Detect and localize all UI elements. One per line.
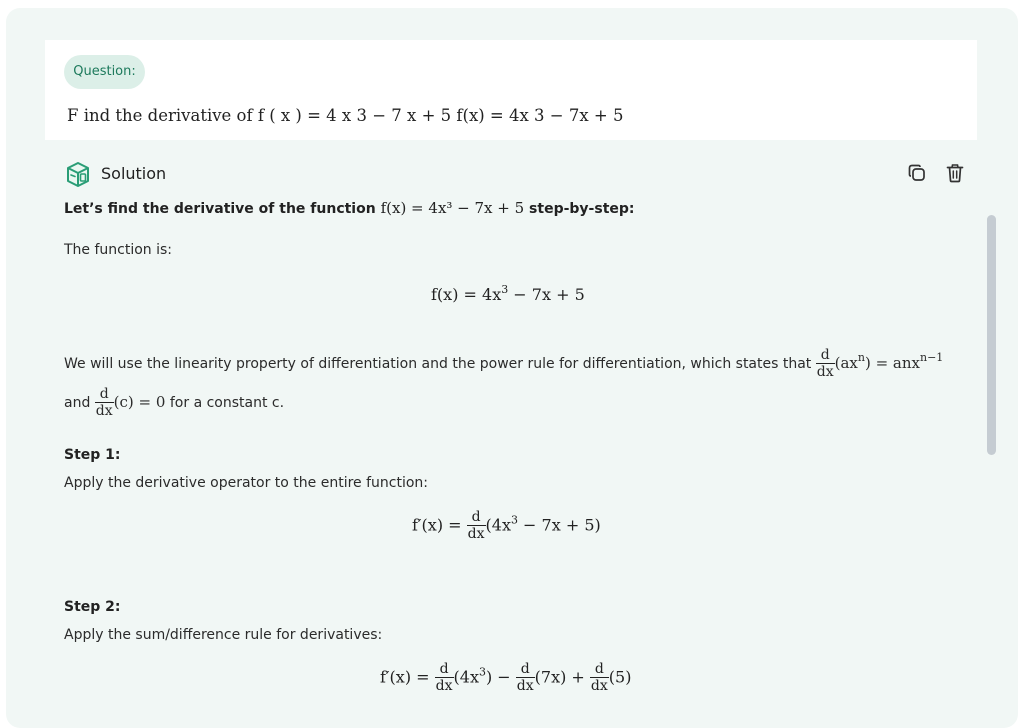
question-text: F ind the derivative of f ( x ) = 4 x 3 − 7 x + 5 f(x) = 4x 3 − 7x + 5 xyxy=(67,106,624,125)
step-1-label: Step 1: xyxy=(64,447,121,463)
rule2-frac-den: dx xyxy=(95,403,113,419)
trash-icon[interactable] xyxy=(944,162,966,184)
step-2-t1-close: ) xyxy=(485,667,493,687)
function-eq-rhs: − 7x + 5 xyxy=(508,285,585,304)
step-2-label: Step 2: xyxy=(64,599,121,615)
rule-math xyxy=(834,351,944,372)
intro-math: f(x) = 4x³ − 7x + 5 xyxy=(380,199,525,217)
rule-constant-text: for a constant c. xyxy=(169,395,285,411)
step-2-equation xyxy=(380,662,631,694)
rule-line-2 xyxy=(64,387,284,419)
solution-box-icon xyxy=(64,160,92,188)
step-2-t1-body: (4x xyxy=(453,667,479,687)
step-1-body: (4x xyxy=(485,515,511,535)
step-2-text: Apply the sum/difference rule for derivatives: xyxy=(64,627,383,643)
step-1-equation xyxy=(412,510,601,542)
step-2-t1-num: d xyxy=(435,662,454,678)
rule2-fraction xyxy=(95,387,114,419)
step-1-exp: 3 xyxy=(510,513,518,527)
step-2-t3-den: dx xyxy=(590,678,608,694)
step-2-op-plus: + xyxy=(566,667,590,687)
rule-and: and xyxy=(64,395,91,411)
question-badge: Question: xyxy=(64,55,145,89)
step-1-frac-den: dx xyxy=(467,526,485,542)
step-1-rest: − 7x + 5) xyxy=(517,515,601,535)
rule-text: We will use the linearity property of differentiation and the power rule for differentiation, which states that xyxy=(64,356,812,372)
function-eq-exp: 3 xyxy=(501,283,509,296)
function-eq-lhs: f(x) = 4x xyxy=(431,285,502,304)
rule-exp-n1: n−1 xyxy=(920,351,944,364)
rule-line-1 xyxy=(64,348,943,380)
step-2-t2-body: (7x) xyxy=(534,667,567,687)
step-2-t3-body: (5) xyxy=(608,667,632,687)
step-2-fraction-3 xyxy=(590,662,609,694)
step-2-fraction-2 xyxy=(516,662,535,694)
step-2-fraction-1 xyxy=(435,662,454,694)
step-2-op-minus: − xyxy=(492,667,516,687)
rule2-body: (c) = 0 xyxy=(113,393,166,411)
function-label: The function is: xyxy=(64,242,173,258)
question-card xyxy=(45,40,977,140)
intro-prefix: Let’s find the derivative of the function xyxy=(64,201,376,217)
step-2-t2-num: d xyxy=(516,662,535,678)
rule-body: (ax xyxy=(834,354,858,372)
intro-line xyxy=(64,199,635,217)
step-1-fraction xyxy=(467,510,486,542)
rule-frac-den: dx xyxy=(816,364,834,380)
rule-mid: ) = anx xyxy=(864,354,920,372)
rule2-frac-num: d xyxy=(95,387,114,403)
step-1-text: Apply the derivative operator to the entire function: xyxy=(64,475,429,491)
solution-title: Solution xyxy=(101,164,167,183)
step-1-frac-num: d xyxy=(467,510,486,526)
step-2-lhs: f′(x) = xyxy=(380,667,430,687)
scrollbar-thumb[interactable] xyxy=(987,215,996,455)
intro-suffix: step-by-step: xyxy=(529,201,635,217)
function-equation xyxy=(431,283,585,304)
step-2-t3-num: d xyxy=(590,662,609,678)
step-2-t2-den: dx xyxy=(516,678,534,694)
step-2-t1-den: dx xyxy=(435,678,453,694)
copy-icon[interactable] xyxy=(906,162,928,184)
rule-frac-num: d xyxy=(816,348,835,364)
rule-exp-n: n xyxy=(857,351,865,364)
step-2-t1-exp: 3 xyxy=(478,665,486,679)
rule-fraction xyxy=(816,348,835,380)
step-1-lhs: f′(x) = xyxy=(412,515,462,535)
